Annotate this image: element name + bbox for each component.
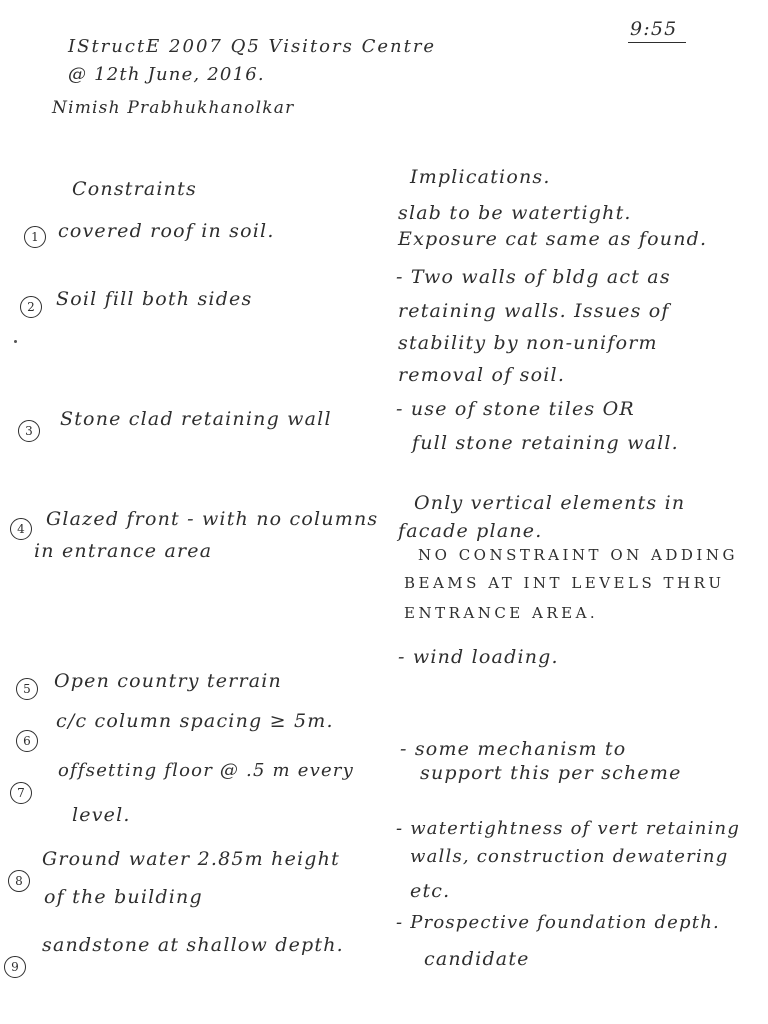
constraint-number-circle: 7	[10, 782, 32, 804]
constraint-number-circle: 9	[4, 956, 26, 978]
implication-text: Exposure cat same as found.	[398, 228, 708, 250]
implication-text: etc.	[410, 880, 451, 902]
implication-text: - wind loading.	[398, 646, 559, 668]
implication-text: - Prospective foundation depth.	[396, 912, 720, 933]
implication-text: Only vertical elements in	[414, 492, 686, 514]
constraint-number-circle: 5	[16, 678, 38, 700]
constraint-text: Open country terrain	[54, 670, 282, 692]
constraint-text: Glazed front - with no columns	[46, 508, 379, 530]
constraint-text: c/c column spacing ≥ 5m.	[56, 710, 334, 732]
implication-text: - use of stone tiles OR	[396, 398, 635, 420]
header-time: 9:55	[630, 18, 678, 40]
implication-text: NO CONSTRAINT ON ADDING	[418, 546, 738, 564]
header-author: Nimish Prabhukhanolkar	[52, 98, 295, 118]
implication-text: - watertightness of vert retaining	[396, 818, 741, 839]
constraint-number-circle: 3	[18, 420, 40, 442]
constraints-heading: Constraints	[72, 178, 197, 200]
constraint-text: of the building	[44, 886, 203, 908]
implication-text: walls, construction dewatering	[410, 846, 729, 867]
constraint-text: Stone clad retaining wall	[60, 408, 332, 430]
constraint-text: covered roof in soil.	[58, 220, 275, 242]
constraint-text: sandstone at shallow depth.	[42, 934, 344, 956]
implications-heading: Implications.	[410, 166, 551, 188]
implication-text: retaining walls. Issues of	[398, 300, 670, 322]
implication-text: - Two walls of bldg act as	[396, 266, 671, 288]
implication-text: - some mechanism to	[400, 738, 627, 760]
header-date: @ 12th June, 2016.	[68, 64, 265, 85]
implication-text: removal of soil.	[398, 364, 566, 386]
constraint-text: in entrance area	[34, 540, 213, 562]
constraint-text: Soil fill both sides	[56, 288, 253, 310]
constraint-number-circle: 8	[8, 870, 30, 892]
header-title-line: IStructE 2007 Q5 Visitors Centre	[68, 36, 437, 57]
implication-text: candidate	[424, 948, 530, 970]
implication-text: slab to be watertight.	[398, 202, 632, 224]
constraint-text: offsetting floor @ .5 m every	[58, 760, 354, 781]
constraint-number-circle: 1	[24, 226, 46, 248]
constraint-number-circle: 4	[10, 518, 32, 540]
time-underline	[628, 42, 686, 43]
stray-dot	[14, 340, 17, 343]
implication-text: support this per scheme	[420, 762, 682, 784]
constraint-number-circle: 2	[20, 296, 42, 318]
constraint-number-circle: 6	[16, 730, 38, 752]
implication-text: BEAMS AT INT LEVELS THRU	[404, 574, 725, 592]
implication-text: full stone retaining wall.	[412, 432, 679, 454]
constraint-text: level.	[72, 804, 131, 826]
constraint-text: Ground water 2.85m height	[42, 848, 340, 870]
implication-text: facade plane.	[398, 520, 543, 542]
implication-text: ENTRANCE AREA.	[404, 604, 599, 622]
implication-text: stability by non-uniform	[398, 332, 658, 354]
